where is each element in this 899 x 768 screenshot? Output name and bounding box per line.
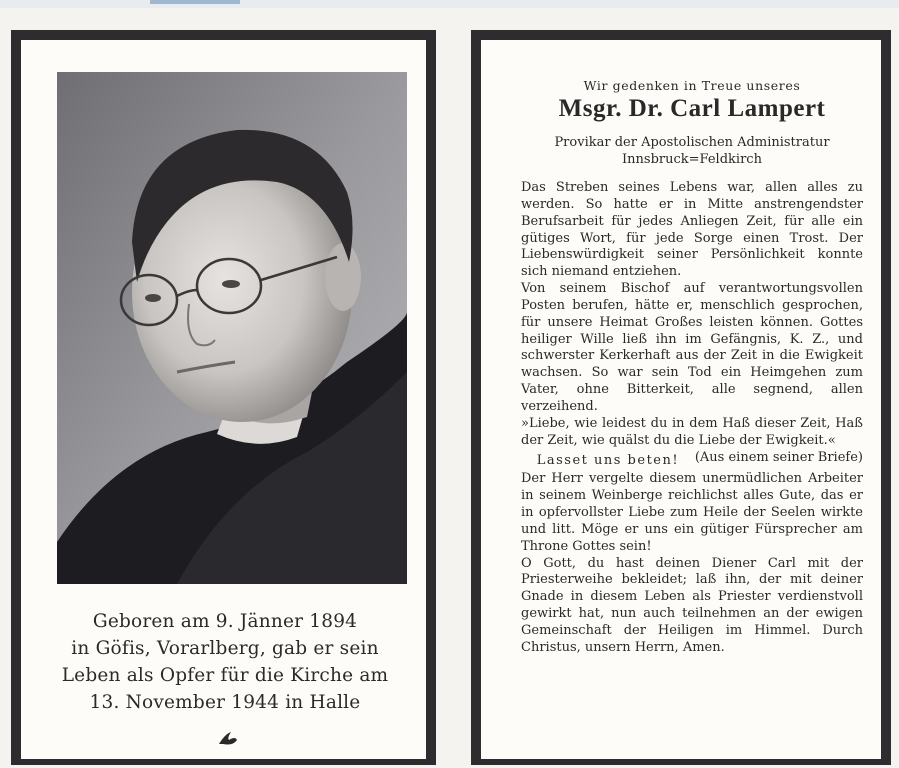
office-line-1: Provikar der Apostolischen Administratur [554,135,830,150]
memorial-body [521,180,863,657]
paragraph-1: Das Streben seines Lebens war, allen alles zu werden. So hatte er in Mitte anstrengendster Berufsarbeit für jedes Anliegen Zeit, für alle ein gütiges Wort, für jede Sorge einen Trost. Der Liebenswürdigkeit seiner Persönlichkeit konnte sich niemand entziehen. [521,180,863,280]
top-strip-accent [150,0,240,4]
birth-line-1: Geboren am 9. Jänner 1894 [92,611,358,632]
birth-line-4: 13. November 1944 in Halle [89,692,361,713]
portrait-illustration [57,72,407,584]
birth-line-3: Leben als Opfer für die Kirche am [61,665,389,686]
birth-line-2: in Göfis, Vorarlberg, gab er sein [71,638,379,659]
top-strip [0,0,899,8]
paragraph-4: O Gott, du hast deinen Diener Carl mit der Priesterweihe bekleidet; laß ihn, der mit deiner Gnade in diesem Leben als Priester verdienstvoll gewirkt hat, nun auch teilnehmen an der ewigen Gemeinschaft der Heiligen im Himmel. Durch Christus, unsern Herrn, Amen. [521,555,863,655]
quote-source: (Aus einem seiner Briefe) [694,449,863,465]
office-title [521,134,863,168]
printer-mark-icon [217,730,241,748]
paragraph-3: Der Herr vergelte diesem unermüdlichen Arbeiter in seinem Weinberge reichlichst alles Gute, das er in opfervollster Liebe zum Heile der Seelen wirkte und litt. Möge er uns ein gütiger Fürsprecher am Throne Gottes sein! [521,471,863,554]
office-line-2: Innsbruck=Feldkirch [622,152,762,167]
portrait-photo [57,72,407,584]
birth-inscription [35,608,415,716]
portrait-card [11,30,436,765]
prayer-heading: Lasset uns beten! [536,452,680,468]
memorial-text-card [471,30,891,765]
remember-line: Wir gedenken in Treue unseres [583,78,801,93]
quote-text: »Liebe, wie leidest du in dem Haß dieser Zeit, Haß der Zeit, wie quälst du die Liebe der Ewigkeit.« [521,415,863,448]
paragraph-2: Von seinem Bischof auf verantwortungsvollen Posten berufen, hätte er, menschlich gesprochen, für unsere Heimat Großes leisten können. Gottes heiliger Wille ließ ihn im Gefängnis, K. Z., und schwerster Kerkerhaft aus der Zeit in die Ewigkeit wachsen. So war sein Tod ein Heimgehen zum Vater, ohne Bitterkeit, alle segnend, allen verzeihend. [521,281,863,414]
deceased-name: Msgr. Dr. Carl Lampert [558,95,826,122]
